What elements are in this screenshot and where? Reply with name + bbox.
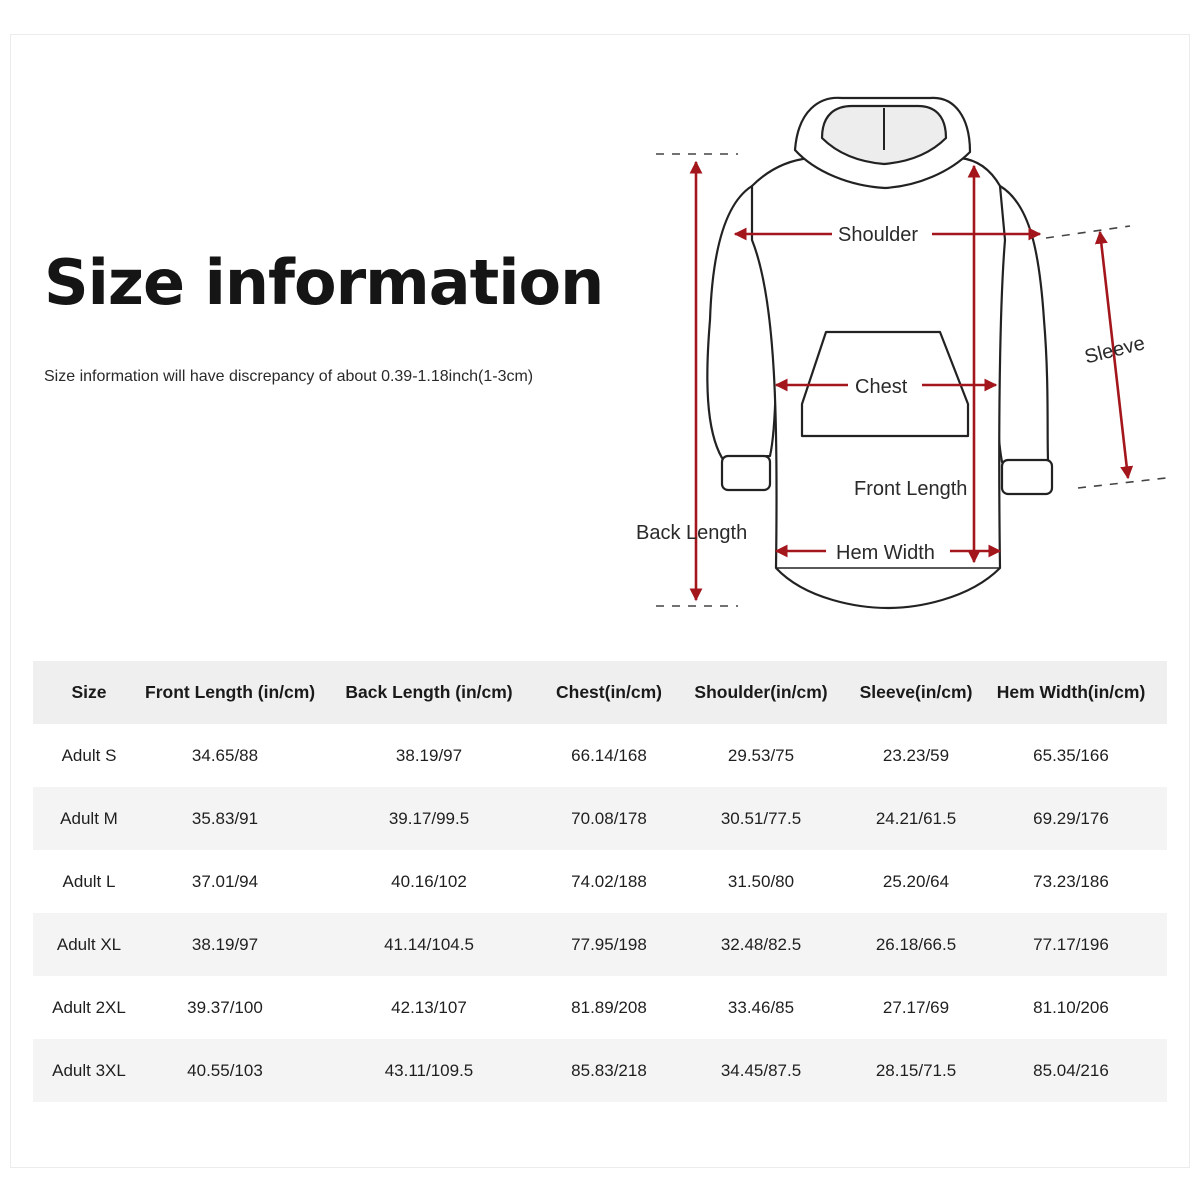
cell-chest: 77.95/198 — [571, 934, 647, 954]
table-row — [33, 787, 1167, 850]
cell-sleeve: 28.15/71.5 — [875, 1060, 957, 1080]
hoodie-measurement-diagram — [600, 80, 1200, 640]
header-back-length: Back Length (in/cm) — [345, 682, 513, 702]
cell-shoulder: 32.48/82.5 — [720, 934, 802, 954]
header-size: Size — [71, 682, 107, 702]
cell-front-length: 40.55/103 — [187, 1060, 263, 1080]
front-length-label: Front Length — [854, 478, 968, 500]
hoodie-illustration — [707, 98, 1052, 608]
header-hem-width: Hem Width(in/cm) — [996, 682, 1146, 702]
cell-chest: 81.89/208 — [571, 997, 647, 1017]
cell-back-length: 39.17/99.5 — [388, 808, 470, 828]
cell-sleeve: 25.20/64 — [882, 871, 950, 891]
table-row — [33, 913, 1167, 976]
table-header-row — [33, 661, 1167, 724]
cell-chest: 74.02/188 — [571, 871, 647, 891]
cell-front-length: 37.01/94 — [191, 871, 259, 891]
header-shoulder: Shoulder(in/cm) — [694, 682, 828, 702]
size-discrepancy-note: Size information will have discrepancy of about 0.39-1.18inch(1-3cm) — [44, 368, 534, 385]
cell-front-length: 34.65/88 — [191, 745, 259, 765]
cell-chest: 70.08/178 — [571, 808, 647, 828]
cell-shoulder: 29.53/75 — [727, 745, 795, 765]
cell-size: Adult 3XL — [52, 1060, 126, 1080]
cell-shoulder: 31.50/80 — [727, 871, 795, 891]
cell-sleeve: 26.18/66.5 — [875, 934, 957, 954]
cell-hem-width: 85.04/216 — [1033, 1060, 1109, 1080]
cell-sleeve: 24.21/61.5 — [875, 808, 957, 828]
table-row — [33, 1039, 1167, 1102]
cell-back-length: 38.19/97 — [395, 745, 463, 765]
cell-hem-width: 81.10/206 — [1033, 997, 1109, 1017]
cell-size: Adult XL — [56, 934, 122, 954]
shoulder-label: Shoulder — [838, 224, 919, 246]
cell-shoulder: 30.51/77.5 — [720, 808, 802, 828]
cell-front-length: 39.37/100 — [187, 997, 263, 1017]
cell-size: Adult L — [62, 871, 116, 891]
cell-shoulder: 34.45/87.5 — [720, 1060, 802, 1080]
cell-hem-width: 69.29/176 — [1033, 808, 1109, 828]
cell-chest: 66.14/168 — [571, 745, 647, 765]
cell-hem-width: 73.23/186 — [1033, 871, 1109, 891]
size-chart-table — [33, 661, 1167, 1102]
header-sleeve: Sleeve(in/cm) — [859, 682, 973, 702]
cell-size: Adult 2XL — [52, 997, 126, 1017]
cell-size: Adult S — [61, 745, 117, 765]
right-cuff — [1002, 460, 1052, 494]
header-chest: Chest(in/cm) — [556, 682, 662, 702]
left-cuff — [722, 456, 770, 490]
chest-label: Chest — [855, 376, 908, 398]
cell-back-length: 41.14/104.5 — [384, 934, 474, 954]
header-front-length: Front Length (in/cm) — [145, 682, 316, 702]
sleeve-label: Sleeve — [1082, 332, 1148, 369]
table-row — [33, 976, 1167, 1039]
page-title: Size information — [44, 246, 604, 319]
cell-back-length: 42.13/107 — [391, 997, 467, 1017]
cell-back-length: 43.11/109.5 — [384, 1060, 474, 1080]
back-length-label: Back Length — [636, 522, 748, 544]
cell-front-length: 35.83/91 — [191, 808, 259, 828]
cell-chest: 85.83/218 — [571, 1060, 647, 1080]
cell-hem-width: 77.17/196 — [1033, 934, 1109, 954]
table-row — [33, 850, 1167, 913]
cell-shoulder: 33.46/85 — [727, 997, 795, 1017]
cell-front-length: 38.19/97 — [191, 934, 259, 954]
table-row — [33, 724, 1167, 787]
cell-sleeve: 27.17/69 — [882, 997, 950, 1017]
cell-back-length: 40.16/102 — [391, 871, 467, 891]
hem-width-label: Hem Width — [836, 542, 935, 564]
cell-sleeve: 23.23/59 — [882, 745, 950, 765]
cell-size: Adult M — [60, 808, 118, 828]
cell-hem-width: 65.35/166 — [1033, 745, 1109, 765]
